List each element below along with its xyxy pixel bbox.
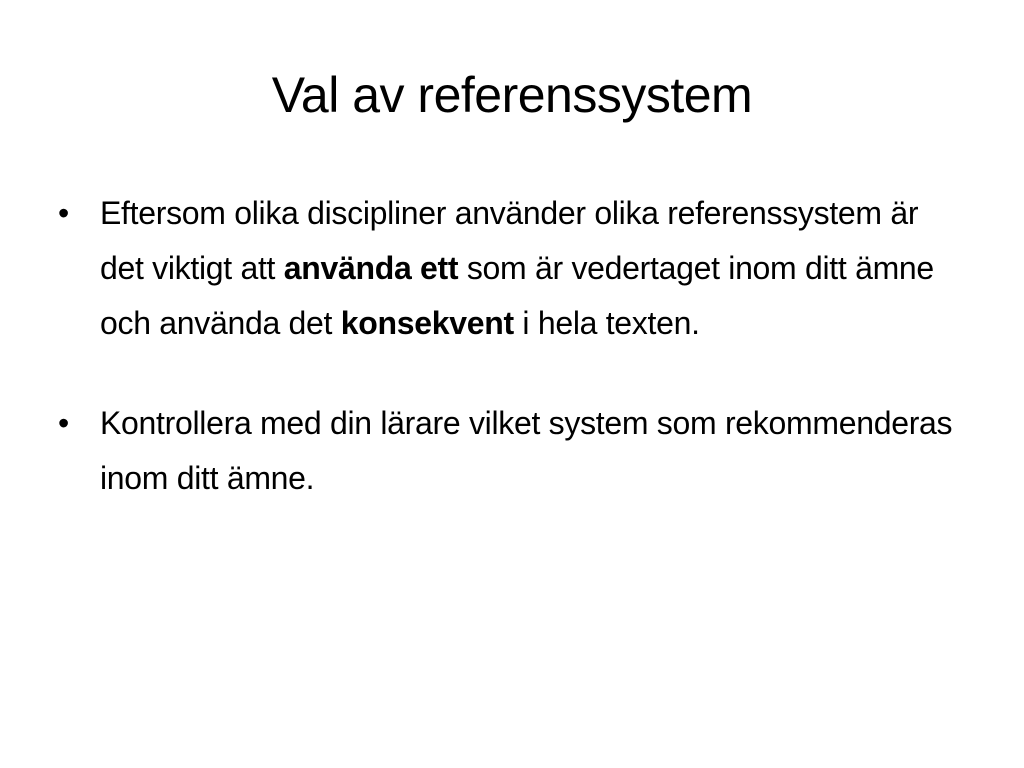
- emphasis-text: konsekvent: [340, 305, 514, 341]
- bullet-dot-icon: •: [58, 405, 69, 441]
- text-segment: som är vedertaget inom ditt ämne och använda det: [100, 250, 934, 341]
- emphasis-text: använda ett: [283, 250, 459, 286]
- text-segment: Eftersom olika discipliner använder olika referenssystem är det viktigt att: [100, 195, 919, 286]
- text-segment: i hela texten.: [513, 305, 700, 341]
- bullet-text: [100, 405, 952, 496]
- text-segment: Kontrollera med din lärare vilket system som rekommenderas inom ditt ämne.: [100, 405, 953, 496]
- bullet-dot-icon: •: [58, 195, 69, 231]
- bullet-item: [58, 396, 958, 506]
- bullet-item: [58, 186, 958, 351]
- bullet-text: [100, 195, 934, 341]
- slide-title: Val av referenssystem: [271, 67, 753, 123]
- bullet-list: [58, 186, 958, 506]
